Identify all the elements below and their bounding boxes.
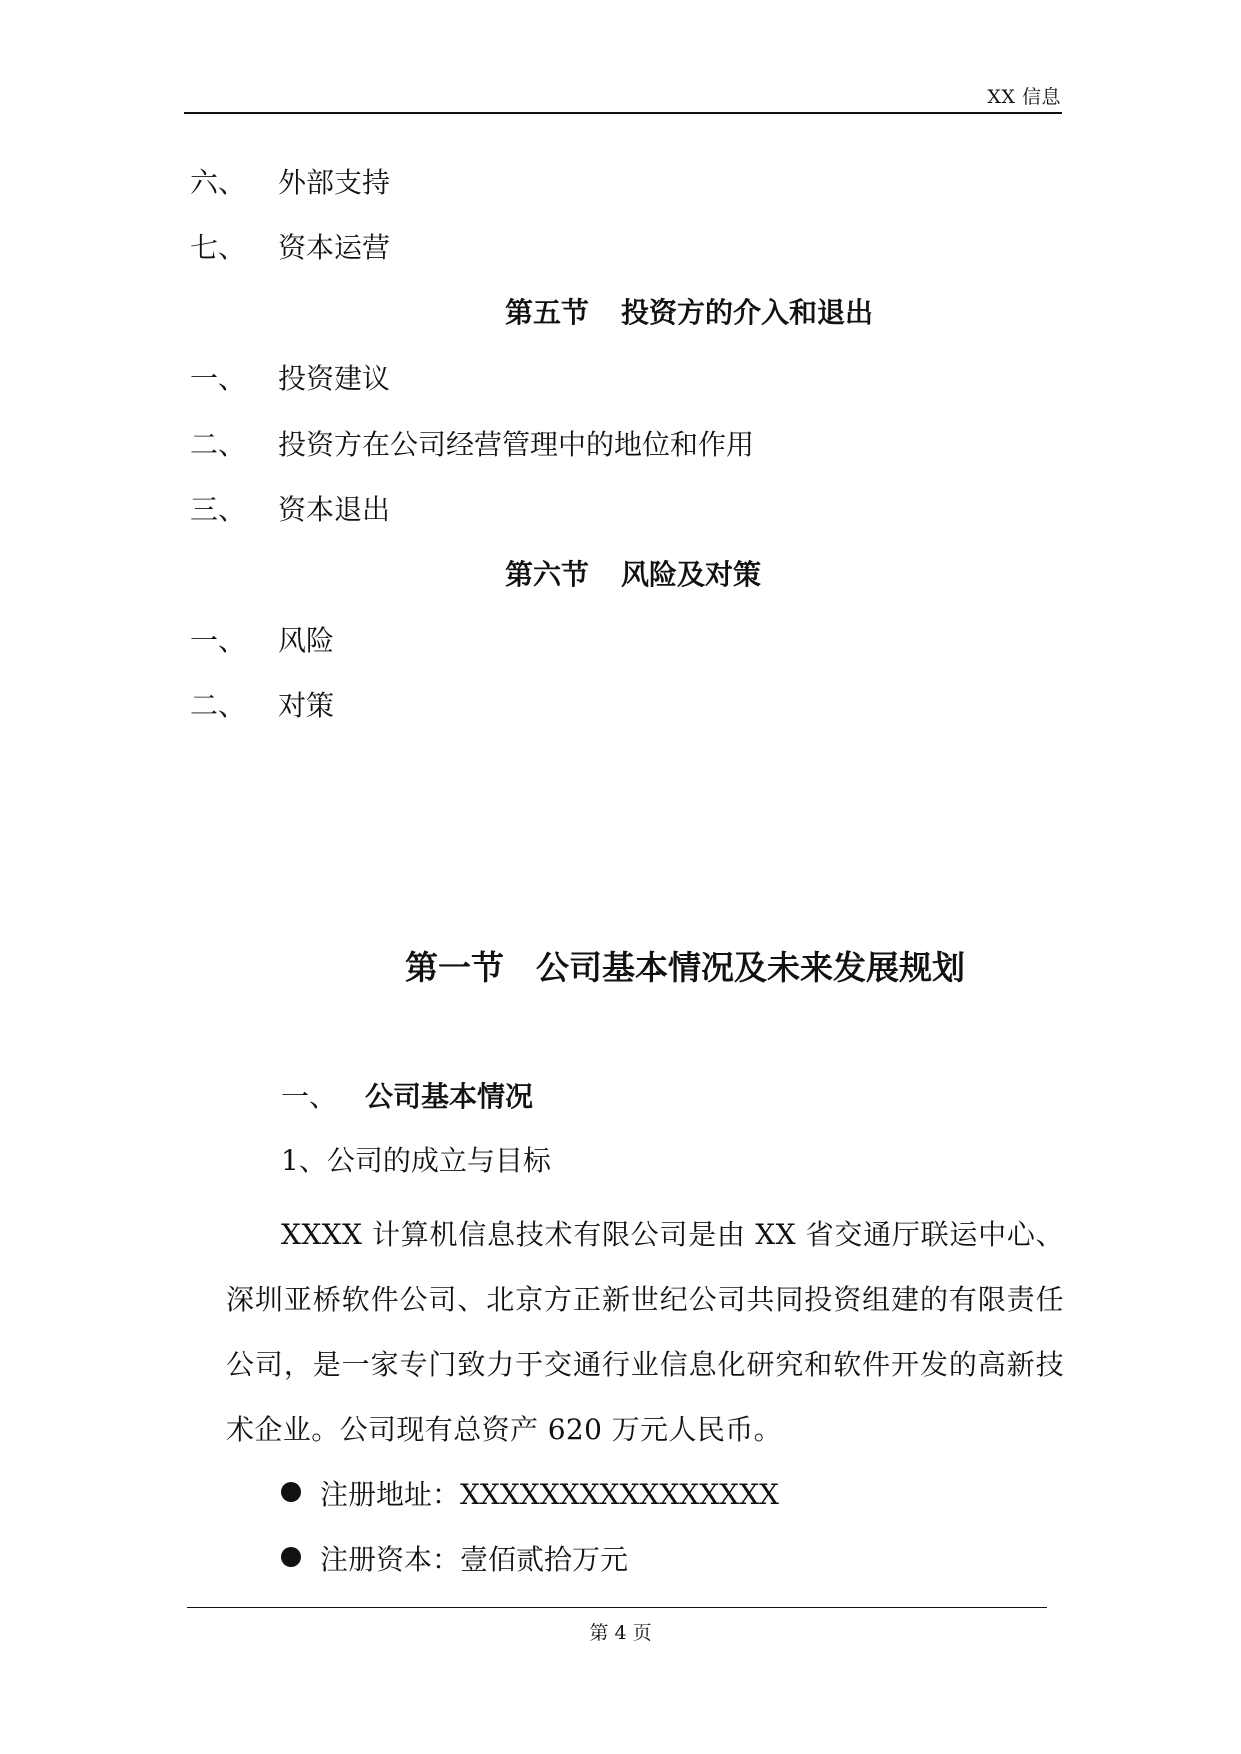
list-item-text: 注册资本：壹佰贰拾万元 — [320, 1543, 629, 1576]
section-title: 公司基本情况 — [365, 1080, 534, 1113]
toc-item — [190, 362, 390, 396]
list-item — [281, 1478, 779, 1512]
body-paragraph: XXXX 计算机信息技术有限公司是由 XX 省交通厅联运中心、深圳亚桥软件公司、北京方正新世纪公司共同投资组建的有限责任公司，是一家专门致力于交通行业信息化研究和软件开发的高新技术企业。公司现有总资产 620 万元人民币。 — [226, 1218, 1064, 1446]
bullet-icon — [281, 1547, 301, 1567]
bullet-icon — [281, 1482, 301, 1502]
section-heading — [281, 1080, 533, 1114]
toc-item-label: 资本运营 — [278, 231, 391, 264]
footer-divider — [187, 1607, 1047, 1608]
chapter-title — [405, 948, 965, 988]
toc-item-number: 一、 — [190, 624, 247, 657]
toc-item — [190, 493, 390, 527]
toc-item-number: 六、 — [190, 166, 247, 199]
toc-item-number: 二、 — [190, 428, 247, 461]
toc-item-number: 二、 — [190, 689, 247, 722]
toc-section-title: 风险及对策 — [621, 558, 762, 591]
chapter-number: 第一节 — [405, 948, 504, 987]
toc-item-label: 资本退出 — [278, 493, 391, 526]
toc-section-number: 第五节 — [505, 296, 590, 329]
toc-item-label: 对策 — [278, 689, 335, 722]
list-item — [281, 1543, 628, 1577]
subsection-label: 1、公司的成立与目标 — [281, 1144, 551, 1177]
toc-item — [190, 428, 754, 462]
toc-item-number: 七、 — [190, 231, 247, 264]
toc-item-label: 外部支持 — [278, 166, 391, 199]
toc-item — [190, 166, 390, 200]
toc-item-number: 一、 — [190, 362, 247, 395]
toc-section-title: 投资方的介入和退出 — [621, 296, 874, 329]
chapter-title-text: 公司基本情况及未来发展规划 — [536, 948, 965, 987]
page-number: 第 4 页 — [589, 1622, 652, 1644]
toc-item-label: 风险 — [278, 624, 335, 657]
toc-item — [190, 624, 334, 658]
toc-item-label: 投资方在公司经营管理中的地位和作用 — [278, 428, 755, 461]
toc-item — [190, 231, 390, 265]
section-number: 一、 — [281, 1080, 338, 1113]
toc-section-heading — [505, 558, 761, 592]
toc-item-number: 三、 — [190, 493, 247, 526]
list-item-text: 注册地址：XXXXXXXXXXXXXXXX — [320, 1478, 779, 1511]
toc-section-heading — [505, 296, 873, 330]
toc-section-number: 第六节 — [505, 558, 590, 591]
toc-item-label: 投资建议 — [278, 362, 391, 395]
toc-item — [190, 689, 334, 723]
page-header: XX 信息 — [987, 86, 1061, 108]
header-divider — [184, 112, 1062, 114]
